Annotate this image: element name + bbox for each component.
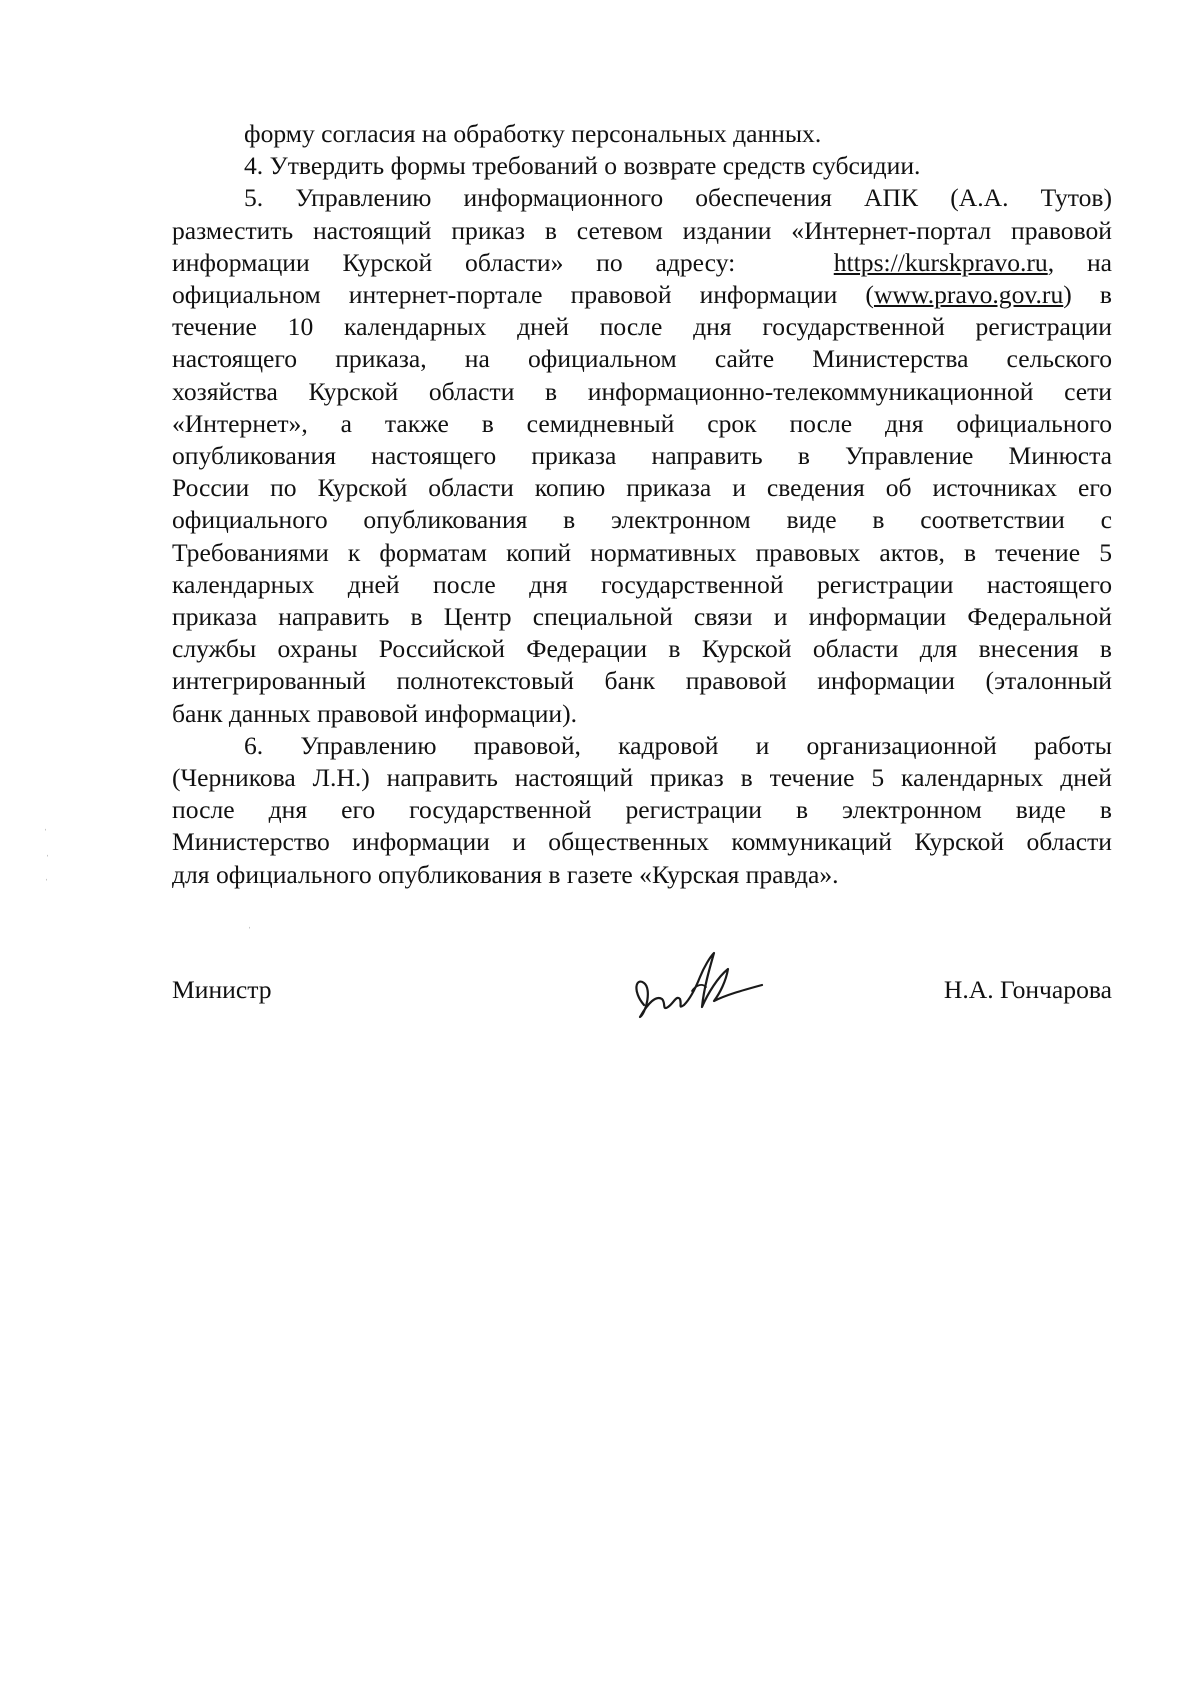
text-line: банк данных правовой информации). bbox=[172, 698, 578, 728]
text-fragment: ) в bbox=[1063, 280, 1112, 310]
text-line: 6. Управлению правовой, кадровой и организационной работы bbox=[244, 730, 1112, 760]
text-fragment: , на bbox=[1047, 247, 1113, 277]
kurskpravo-link[interactable]: https://kurskpravo.ru bbox=[833, 247, 1048, 277]
scan-speck: ˌ bbox=[248, 918, 252, 929]
signatory-title: Министр bbox=[172, 975, 272, 1004]
text-line bbox=[172, 247, 1112, 279]
text-line: (Черникова Л.Н.) направить настоящий приказ в течение 5 календарных дней bbox=[172, 763, 1112, 793]
text-line: опубликования настоящего приказа направить в Управление Минюста bbox=[172, 441, 1112, 471]
text-line: России по Курской области копию приказа и сведения об источниках его bbox=[172, 473, 1112, 503]
text-line: течение 10 календарных дней после дня государственной регистрации bbox=[172, 312, 1112, 342]
document-body bbox=[172, 118, 1112, 891]
text-line: приказа направить в Центр специальной связи и информации Федеральной bbox=[172, 602, 1112, 632]
text-line: интегрированный полнотекстовый банк правовой информации (эталонный bbox=[172, 666, 1112, 696]
text-line: 4. Утвердить формы требований о возврате средств субсидии. bbox=[244, 151, 921, 181]
signatory-name: Н.А. Гончарова bbox=[943, 975, 1112, 1004]
text-line: «Интернет», а также в семидневный срок после дня официального bbox=[172, 408, 1112, 438]
paragraph-4 bbox=[172, 150, 1112, 182]
pravo-gov-link[interactable]: www.pravo.gov.ru bbox=[873, 280, 1064, 310]
text-line: для официального опубликования в газете «Курская правда». bbox=[172, 859, 839, 889]
handwritten-signature-icon bbox=[622, 947, 772, 1037]
text-line: службы охраны Российской Федерации в Курской области для внесения в bbox=[172, 634, 1112, 664]
text-line: разместить настоящий приказ в сетевом издании «Интернет-портал правовой bbox=[172, 215, 1112, 245]
text-line: Министерство информации и общественных коммуникаций Курской области bbox=[172, 827, 1112, 857]
paragraph-5 bbox=[172, 182, 1112, 729]
text-line: Требованиями к форматам копий нормативных правовых актов, в течение 5 bbox=[172, 537, 1112, 567]
scan-speck: ˌ bbox=[44, 820, 48, 831]
paragraph-3-end bbox=[172, 118, 1112, 150]
text-line: хозяйства Курской области в информационно-телекоммуникационной сети bbox=[172, 376, 1112, 406]
text-fragment: информации Курской области» по адресу: bbox=[172, 247, 736, 277]
signature-block bbox=[172, 965, 1112, 1035]
text-line: после дня его государственной регистрации в электронном виде в bbox=[172, 795, 1112, 825]
text-line: настоящего приказа, на официальном сайте Министерства сельского bbox=[172, 344, 1112, 374]
text-fragment: официальном интернет-портале правовой информации ( bbox=[172, 280, 874, 310]
text-line: 5. Управлению информационного обеспечения АПК (А.А. Тутов) bbox=[244, 183, 1112, 213]
paragraph-6 bbox=[172, 730, 1112, 891]
text-line: официального опубликования в электронном виде в соответствии с bbox=[172, 505, 1112, 535]
text-line: календарных дней после дня государственной регистрации настоящего bbox=[172, 569, 1112, 599]
text-line bbox=[172, 279, 1112, 311]
scan-speck: ˌ bbox=[45, 870, 49, 881]
scan-speck: ˌ bbox=[46, 846, 50, 857]
text-line: форму согласия на обработку персональных данных. bbox=[244, 119, 822, 148]
